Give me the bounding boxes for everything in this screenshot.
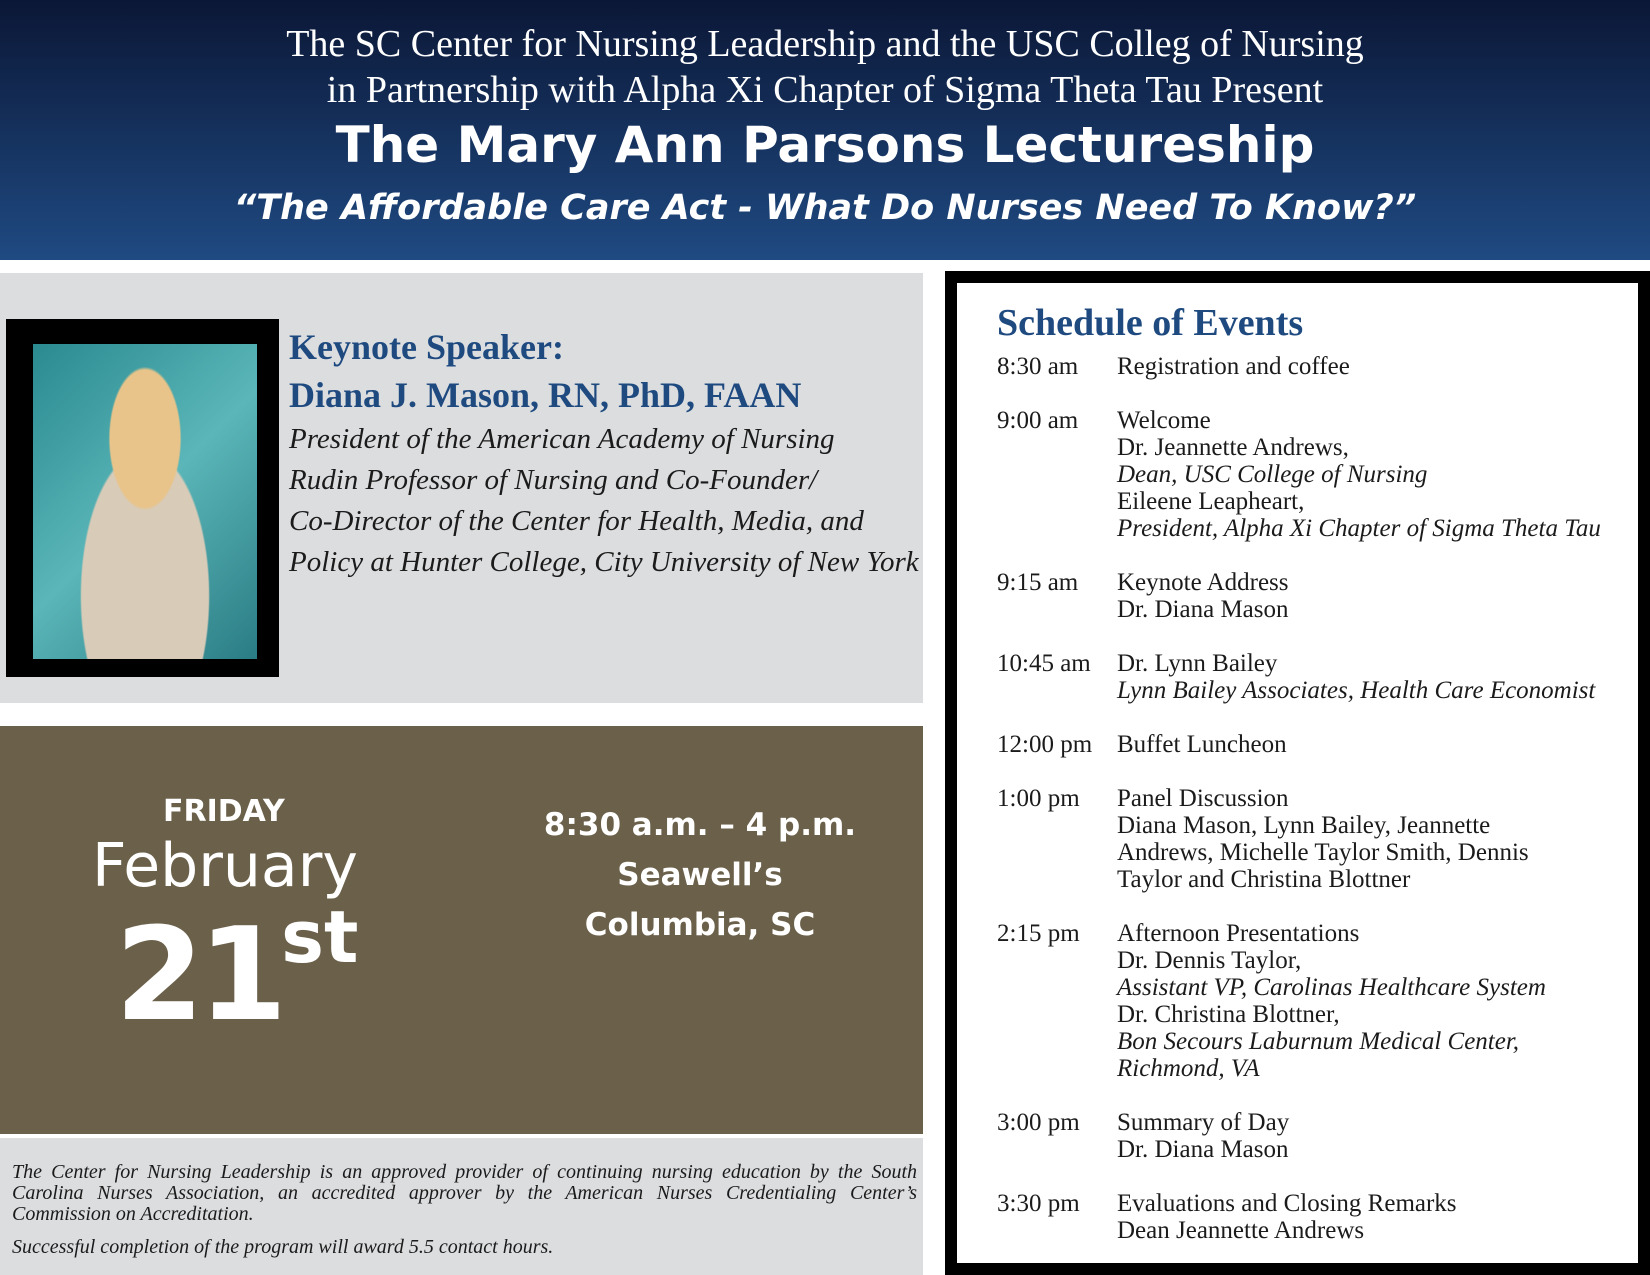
schedule-item	[997, 650, 1638, 704]
speaker-photo	[33, 344, 257, 659]
schedule-time: 2:15 pm	[997, 920, 1080, 947]
schedule-line: Lynn Bailey Associates, Health Care Economist	[1117, 677, 1596, 704]
event-date-panel	[0, 726, 923, 1134]
weekday: FRIDAY	[163, 794, 285, 829]
schedule-line: Summary of Day	[1117, 1109, 1290, 1136]
schedule-line: Dean, USC College of Nursing	[1117, 461, 1428, 488]
schedule-line: Dr. Lynn Bailey	[1117, 650, 1278, 677]
day-number: 21	[115, 901, 282, 1050]
schedule-line: Keynote Address	[1117, 569, 1289, 596]
schedule-time: 1:00 pm	[997, 785, 1080, 812]
schedule-item	[997, 569, 1638, 623]
schedule-line: Andrews, Michelle Taylor Smith, Dennis	[1117, 839, 1529, 866]
schedule-time: 9:00 am	[997, 407, 1079, 434]
schedule-time: 9:15 am	[997, 569, 1079, 596]
schedule-item	[997, 785, 1638, 893]
presenters-line-2: in Partnership with Alpha Xi Chapter of Sigma Theta Tau Present	[326, 69, 1324, 111]
schedule-line: Buffet Luncheon	[1117, 731, 1287, 758]
day	[115, 895, 359, 1050]
schedule-time: 10:45 am	[997, 650, 1091, 677]
event-city: Columbia, SC	[584, 907, 816, 943]
header-banner	[0, 0, 1650, 260]
schedule-time: 3:30 pm	[997, 1190, 1080, 1217]
accreditation-text: The Center for Nursing Leadership is an approved provider of continuing nursing education by the South Carolina Nurses Association, an accredited approver by the American Nurses Credentialing Center’s Commission on Accreditation.	[12, 1161, 917, 1225]
schedule-time: 8:30 am	[997, 353, 1079, 380]
schedule-line: Bon Secours Laburnum Medical Center,	[1117, 1028, 1520, 1055]
schedule-line: Afternoon Presentations	[1117, 920, 1360, 947]
schedule-line: Taylor and Christina Blottner	[1117, 866, 1411, 893]
schedule-item	[997, 1190, 1638, 1244]
schedule-line: Welcome	[1117, 407, 1211, 434]
schedule-line: Dr. Christina Blottner,	[1117, 1001, 1340, 1028]
month: February	[92, 831, 358, 901]
accreditation-footer	[0, 1138, 923, 1275]
schedule-time: 3:00 pm	[997, 1109, 1080, 1136]
schedule-line: Richmond, VA	[1117, 1055, 1260, 1082]
schedule-item	[997, 731, 1638, 758]
speaker-photo-frame	[6, 319, 279, 677]
schedule-panel	[945, 271, 1650, 1275]
day-suffix: st	[281, 895, 359, 979]
schedule-line: Assistant VP, Carolinas Healthcare System	[1117, 974, 1546, 1001]
event-venue: Seawell’s	[617, 857, 783, 893]
schedule-line: Diana Mason, Lynn Bailey, Jeannette	[1117, 812, 1491, 839]
contact-hours-text: Successful completion of the program will award 5.5 contact hours.	[12, 1236, 554, 1258]
speaker-desc-line: President of the American Academy of Nursing	[289, 423, 835, 455]
schedule-line: Dean Jeannette Andrews	[1117, 1217, 1365, 1244]
schedule-line: Dr. Diana Mason	[1117, 596, 1289, 623]
presenters-line-1: The SC Center for Nursing Leadership and the USC Colleg of Nursing	[286, 23, 1364, 65]
schedule-time: 12:00 pm	[997, 731, 1093, 758]
speaker-desc-line: Rudin Professor of Nursing and Co-Founder/	[289, 464, 818, 496]
event-title: The Mary Ann Parsons Lectureship	[335, 116, 1315, 174]
schedule-item	[997, 1109, 1638, 1163]
event-subtitle: “The Affordable Care Act - What Do Nurses Need To Know?”	[233, 188, 1417, 228]
schedule-line: Dr. Jeannette Andrews,	[1117, 434, 1349, 461]
schedule-item	[997, 407, 1638, 542]
speaker-desc-line: Policy at Hunter College, City University of New York	[289, 546, 919, 578]
speaker-desc-line: Co-Director of the Center for Health, Media, and	[289, 505, 864, 537]
schedule-line: Panel Discussion	[1117, 785, 1289, 812]
speaker-name: Diana J. Mason, RN, PhD, FAAN	[289, 375, 802, 415]
keynote-speaker-panel	[0, 273, 923, 703]
schedule-line: Registration and coffee	[1117, 353, 1350, 380]
schedule-title: Schedule of Events	[997, 302, 1304, 344]
schedule-line: President, Alpha Xi Chapter of Sigma Theta Tau	[1117, 515, 1601, 542]
event-time: 8:30 a.m. – 4 p.m.	[543, 807, 857, 843]
keynote-heading: Keynote Speaker:	[289, 327, 564, 367]
schedule-line: Dr. Dennis Taylor,	[1117, 947, 1302, 974]
schedule-item	[997, 353, 1638, 380]
schedule-item	[997, 920, 1638, 1082]
schedule-line: Evaluations and Closing Remarks	[1117, 1190, 1457, 1217]
schedule-line: Dr. Diana Mason	[1117, 1136, 1289, 1163]
schedule-line: Eileene Leapheart,	[1117, 488, 1305, 515]
